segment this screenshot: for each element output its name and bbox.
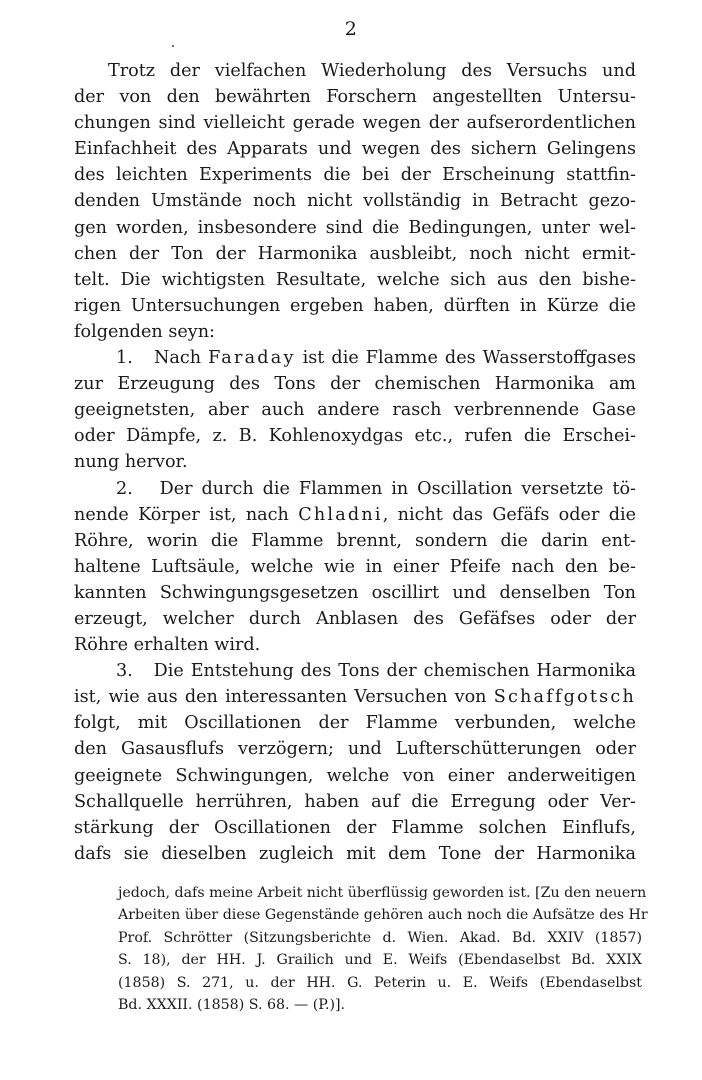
text-line: dafs sie dieselben zugleich mit dem Tone der Harmonika	[74, 843, 636, 864]
text-line: folgenden seyn:	[74, 321, 215, 342]
text-line: chen der Ton der Harmonika ausbleibt, noch nicht ermit-	[74, 243, 636, 264]
text-line: Einfachheit des Apparats und wegen des sichern Gelingens	[74, 139, 636, 160]
author-name: Chladni	[298, 504, 383, 525]
text-line: oder Dämpfe, z. B. Kohlenoxydgas etc., rufen die Erschei-	[74, 426, 636, 447]
item-1-first-line: 1. Nach Faraday ist die Flamme des Wasserstoffgases	[116, 348, 637, 369]
text-line: der von den bewährten Forschern angestellten Untersu-	[74, 87, 636, 108]
item-2-first-line: 2. Der durch die Flammen in Oscillation versetzte tö-	[116, 478, 636, 499]
item-number: 2.	[116, 478, 133, 499]
print-speck	[172, 45, 174, 47]
footnote-line: (1858) S. 271, u. der HH. G. Peterin u. E. Weifs (Ebendaselbst	[118, 974, 642, 991]
item-number: 3.	[116, 661, 133, 682]
page-number: 2	[344, 18, 358, 40]
footnote-line: S. 18), der HH. J. Grailich und E. Weifs (Ebendaselbst Bd. XXIX	[118, 952, 642, 969]
text-line: telt. Die wichtigsten Resultate, welche sich aus den bishe-	[74, 269, 636, 290]
footnote-line: Prof. Schrötter (Sitzungsberichte d. Wien. Akad. Bd. XXIV (1857)	[118, 929, 642, 946]
text-line: folgt, mit Oscillationen der Flamme verbunden, welche	[74, 713, 636, 734]
text-line: Röhre erhalten wird.	[74, 635, 261, 656]
footnote-line: Arbeiten über diese Gegenstände gehören auch noch die Aufsätze des Hr	[118, 907, 648, 924]
text-line: gen worden, insbesondere sind die Bedingungen, unter wel-	[74, 217, 636, 238]
footnote-line: Bd. XXXII. (1858) S. 68. — (P.)].	[118, 996, 346, 1013]
text-line: Trotz der vielfachen Wiederholung des Versuchs und	[108, 61, 636, 81]
footnote-line: jedoch, dafs meine Arbeit nicht überflüssig geworden ist. [Zu den neuern	[118, 885, 647, 901]
main-text	[74, 58, 636, 867]
text-line: geeignetsten, aber auch andere rasch verbrennende Gase	[74, 400, 636, 421]
text-line: erzeugt, welcher durch Anblasen des Gefäfses oder der	[74, 608, 636, 629]
text-line: des leichten Experiments die bei der Erscheinung stattfin-	[74, 165, 636, 186]
author-name: Schaffgotsch	[493, 687, 636, 708]
text-line: chungen sind vielleicht gerade wegen der aufserordentlichen	[74, 113, 636, 134]
text-line: geeignete Schwingungen, welche von einer anderweitigen	[74, 765, 636, 786]
footnote	[118, 882, 648, 1016]
text-line: stärkung der Oscillationen der Flamme solchen Einflufs,	[74, 817, 636, 838]
text-line: denden Umstände noch nicht vollständig in Betracht gezo-	[74, 191, 636, 212]
text-line: Röhre, worin die Flamme brennt, sondern die darin ent-	[74, 530, 636, 551]
item-2-second-line: nende Körper ist, nach Chladni, nicht das Gefäfs oder die	[74, 504, 637, 525]
item-number: 1.	[116, 348, 133, 369]
author-name: Faraday	[208, 348, 296, 369]
item-3-first-line: 3. Die Entstehung des Tons der chemischen Harmonika	[116, 661, 637, 682]
item-3-second-line: ist, wie aus den interessanten Versuchen von Schaffgotsch	[74, 687, 636, 708]
text-line: haltene Luftsäule, welche wie in einer Pfeife nach den be-	[74, 556, 636, 577]
text-line: den Gasausflufs verzögern; und Lufterschütterungen oder	[74, 739, 636, 760]
text-line: zur Erzeugung des Tons der chemischen Harmonika am	[74, 374, 636, 395]
text-line: nung hervor.	[74, 452, 188, 473]
text-line: Schallquelle herrühren, haben auf die Erregung oder Ver-	[74, 791, 636, 812]
text-line: kannten Schwingungsgesetzen oscillirt und denselben Ton	[74, 582, 636, 603]
text-line: rigen Untersuchungen ergeben haben, dürften in Kürze die	[74, 295, 636, 316]
